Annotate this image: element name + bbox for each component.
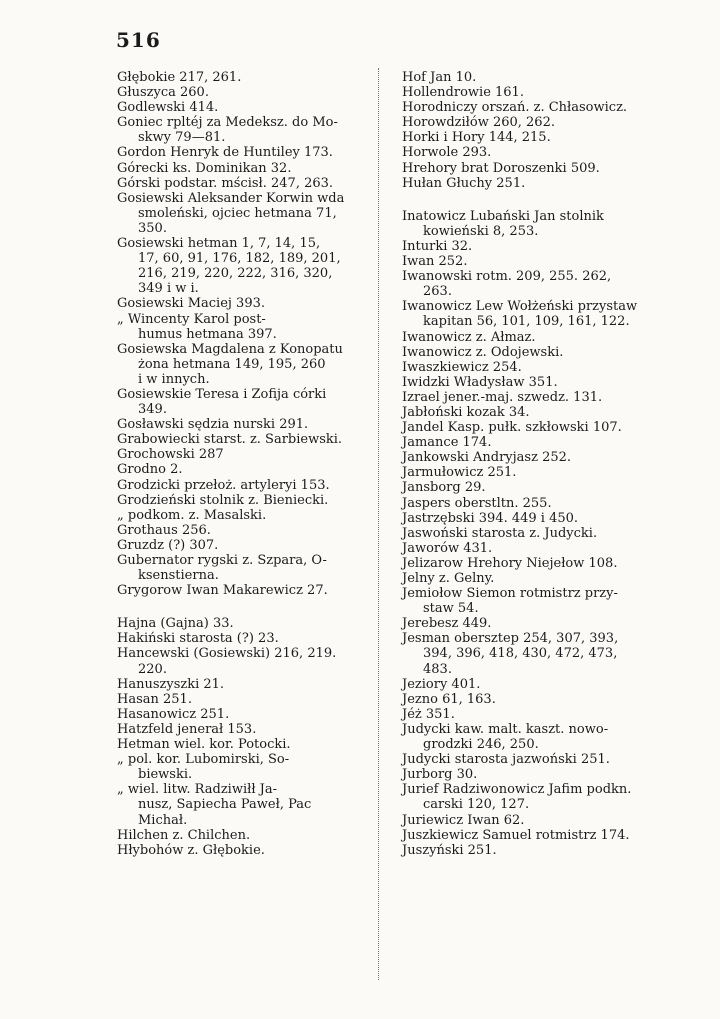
index-entry-continuation: humus hetmana 397. bbox=[138, 326, 277, 342]
index-entry-line: Iwanowicz z. Odojewski. bbox=[402, 344, 564, 360]
index-entry bbox=[117, 553, 365, 583]
index-entry bbox=[402, 843, 654, 858]
index-entry bbox=[117, 692, 365, 707]
index-entry bbox=[117, 191, 365, 236]
index-entry bbox=[117, 432, 365, 447]
index-entry bbox=[117, 296, 365, 311]
index-entry-line: Iwanowski rotm. 209, 255. 262, bbox=[402, 269, 612, 285]
index-entry bbox=[117, 646, 365, 676]
index-entry-line: Jelny z. Gelny. bbox=[402, 571, 495, 586]
index-entry-continuation: 350. bbox=[138, 220, 167, 236]
index-entry bbox=[402, 254, 654, 269]
index-entry-line: „ podkom. z. Masalski. bbox=[117, 507, 267, 523]
index-entry-line: Hakiński starosta (?) 23. bbox=[117, 631, 279, 647]
index-entry bbox=[402, 782, 654, 812]
index-entry-continuation: 216, 219, 220, 222, 316, 320, bbox=[138, 266, 333, 282]
index-column-left bbox=[117, 70, 365, 858]
index-entry-line: Jarmułowicz 251. bbox=[402, 465, 517, 481]
index-entry bbox=[117, 616, 365, 631]
index-entry-line: Grabowiecki starst. z. Sarbiewski. bbox=[117, 432, 343, 448]
index-entry-continuation: 349. bbox=[138, 402, 167, 418]
index-entry-line: Gosiewski Aleksander Korwin wda bbox=[117, 190, 345, 206]
index-entry bbox=[402, 145, 654, 160]
index-entry-line: Grochowski 287 bbox=[117, 447, 224, 463]
index-entry-line: Judycki starosta jazwoński 251. bbox=[402, 752, 610, 768]
index-entry bbox=[402, 85, 654, 100]
index-entry-line: Hatzfeld jenerał 153. bbox=[117, 721, 257, 737]
index-entry-line: Iwanowicz z. Ałmaz. bbox=[402, 329, 536, 345]
index-entry bbox=[402, 677, 654, 692]
index-entry-continuation: 263. bbox=[423, 284, 452, 300]
index-entry-line: Jaswoński starosta z. Judycki. bbox=[402, 525, 598, 541]
index-entry-line: Izrael jener.-maj. szwedz. 131. bbox=[402, 389, 603, 405]
index-entry-line: Goniec rpltéj za Medeksz. do Mo- bbox=[117, 115, 338, 131]
index-entry-line: Grodno 2. bbox=[117, 462, 183, 478]
index-entry bbox=[402, 631, 654, 676]
index-entry bbox=[402, 692, 654, 707]
index-entry bbox=[117, 478, 365, 493]
index-entry bbox=[117, 176, 365, 191]
index-entry-line: Hasanowicz 251. bbox=[117, 706, 230, 722]
index-entry bbox=[402, 269, 654, 299]
page-number: 516 bbox=[116, 28, 161, 52]
index-entry bbox=[117, 538, 365, 553]
index-entry bbox=[117, 70, 365, 85]
index-entry bbox=[117, 387, 365, 417]
index-entry bbox=[402, 70, 654, 85]
index-entry bbox=[117, 161, 365, 176]
index-entry-line: Judycki kaw. malt. kaszt. nowo- bbox=[402, 721, 609, 737]
index-entry bbox=[402, 209, 654, 239]
index-entry-line: Hetman wiel. kor. Potocki. bbox=[117, 737, 291, 753]
index-entry bbox=[402, 480, 654, 495]
index-entry-line: Jelizarow Hrehory Niejełow 108. bbox=[402, 555, 618, 571]
index-entry-line: Gosławski sędzia nurski 291. bbox=[117, 417, 309, 433]
index-entry bbox=[402, 616, 654, 631]
index-entry-line: Hajna (Gajna) 33. bbox=[117, 616, 234, 632]
index-entry-continuation: i w innych. bbox=[138, 371, 210, 387]
index-entry-continuation: żona hetmana 149, 195, 260 bbox=[138, 356, 326, 372]
index-column-right bbox=[402, 70, 654, 858]
index-entry-line: Jaworów 431. bbox=[402, 540, 493, 556]
index-entry-line: „ pol. kor. Lubomirski, So- bbox=[117, 752, 290, 768]
index-entry-line: Hułan Głuchy 251. bbox=[402, 175, 526, 191]
index-entry bbox=[402, 330, 654, 345]
index-entry-line: Hof Jan 10. bbox=[402, 70, 477, 85]
index-entry-line: Juszyński 251. bbox=[402, 842, 497, 858]
index-entry-line: Juszkiewicz Samuel rotmistrz 174. bbox=[402, 827, 630, 843]
index-entry bbox=[402, 707, 654, 722]
index-entry-line: Gubernator rygski z. Szpara, O- bbox=[117, 553, 327, 568]
index-entry bbox=[117, 737, 365, 752]
index-entry-line: Hłybohów z. Głębokie. bbox=[117, 842, 265, 858]
index-entry bbox=[402, 465, 654, 480]
index-entry-line: Hancewski (Gosiewski) 216, 219. bbox=[117, 646, 337, 662]
index-entry-continuation: 17, 60, 91, 176, 182, 189, 201, bbox=[138, 251, 341, 267]
index-entry bbox=[402, 390, 654, 405]
index-entry-line: Hasan 251. bbox=[117, 691, 192, 707]
index-entry-continuation: staw 54. bbox=[423, 601, 479, 617]
index-entry-line: Jandel Kasp. pułk. szkłowski 107. bbox=[402, 420, 622, 436]
index-entry bbox=[117, 508, 365, 523]
index-entry-line: Gosiewska Magdalena z Konopatu bbox=[117, 341, 343, 357]
index-entry bbox=[117, 677, 365, 692]
index-entry bbox=[402, 405, 654, 420]
index-entry-continuation: kowieński 8, 253. bbox=[423, 223, 539, 239]
index-entry bbox=[402, 526, 654, 541]
index-entry-continuation: skwy 79—81. bbox=[138, 130, 226, 146]
index-entry-continuation: nusz, Sapiecha Paweł, Pac bbox=[138, 797, 312, 813]
index-entry-line: Jéż 351. bbox=[402, 706, 455, 722]
index-entry-line: Inturki 32. bbox=[402, 238, 473, 254]
index-entry-continuation: carski 120, 127. bbox=[423, 797, 530, 813]
index-entry bbox=[402, 556, 654, 571]
index-entry-line: Hanuszyszki 21. bbox=[117, 676, 225, 692]
index-entry bbox=[117, 722, 365, 737]
index-entry-line: Gosiewski Maciej 393. bbox=[117, 296, 266, 312]
index-entry-line: Gruzdz (?) 307. bbox=[117, 537, 219, 553]
index-entry bbox=[402, 435, 654, 450]
index-entry bbox=[117, 145, 365, 160]
index-entry-line: Jezno 61, 163. bbox=[402, 691, 496, 707]
index-entry bbox=[117, 312, 365, 342]
index-entry bbox=[117, 447, 365, 462]
index-entry bbox=[402, 176, 654, 191]
index-entry bbox=[402, 100, 654, 115]
index-entry-line: Grothaus 256. bbox=[117, 522, 211, 538]
index-entry bbox=[402, 571, 654, 586]
index-entry-line: Horwole 293. bbox=[402, 145, 492, 161]
index-entry bbox=[402, 722, 654, 752]
index-entry-line: Iwaszkiewicz 254. bbox=[402, 359, 522, 375]
index-entry-line: Jaspers oberstltn. 255. bbox=[402, 495, 552, 511]
index-entry-line: Hilchen z. Chilchen. bbox=[117, 827, 251, 843]
index-entry-line: Iwidzki Władysław 351. bbox=[402, 374, 558, 390]
index-entry bbox=[402, 813, 654, 828]
index-entry-line: Jansborg 29. bbox=[402, 480, 486, 496]
index-entry-line: Górski podstar. mścisł. 247, 263. bbox=[117, 175, 334, 191]
index-entry-line: Jabłoński kozak 34. bbox=[402, 404, 530, 420]
index-entry bbox=[117, 236, 365, 296]
index-entry bbox=[402, 541, 654, 556]
index-entry bbox=[402, 161, 654, 176]
index-entry-line: Jesman obersztер 254, 307, 393, bbox=[402, 631, 619, 647]
index-entry bbox=[402, 299, 654, 329]
index-entry bbox=[117, 752, 365, 782]
index-entry-line: Grygorow Iwan Makarewicz 27. bbox=[117, 583, 328, 599]
index-entry bbox=[402, 345, 654, 360]
index-entry bbox=[117, 417, 365, 432]
index-entry-line: Gosiewski hetman 1, 7, 14, 15, bbox=[117, 236, 321, 252]
index-entry bbox=[402, 239, 654, 254]
index-entry-line: Jamance 174. bbox=[402, 435, 492, 451]
index-entry-line: Iwan 252. bbox=[402, 254, 468, 270]
index-entry bbox=[117, 342, 365, 387]
index-entry bbox=[402, 450, 654, 465]
index-entry bbox=[117, 707, 365, 722]
index-entry bbox=[117, 843, 365, 858]
index-entry-continuation: 220. bbox=[138, 661, 167, 677]
index-entry-continuation: Michał. bbox=[138, 812, 188, 828]
index-entry bbox=[402, 375, 654, 390]
index-entry-continuation: 394, 396, 418, 430, 472, 473, bbox=[423, 646, 618, 662]
index-entry-line: Horki i Hory 144, 215. bbox=[402, 130, 551, 146]
index-entry bbox=[117, 115, 365, 145]
index-entry bbox=[402, 586, 654, 616]
index-entry-continuation: kapitan 56, 101, 109, 161, 122. bbox=[423, 314, 630, 330]
index-entry-continuation: biewski. bbox=[138, 767, 193, 783]
index-entry-line: Grodzicki przełoż. artyleryi 153. bbox=[117, 477, 330, 493]
index-entry-continuation: 349 i w i. bbox=[138, 281, 199, 297]
index-entry bbox=[117, 523, 365, 538]
section-gap bbox=[402, 191, 654, 209]
index-entry bbox=[402, 420, 654, 435]
index-entry-line: Grodzieński stolnik z. Bieniecki. bbox=[117, 492, 329, 508]
index-entry bbox=[402, 130, 654, 145]
index-entry-line: Głębokie 217, 261. bbox=[117, 70, 242, 85]
index-entry-line: Gosiewskie Teresa i Zofija córki bbox=[117, 386, 327, 402]
index-entry-line: Hrehory brat Doroszenki 509. bbox=[402, 160, 600, 176]
index-entry-line: Głuszyca 260. bbox=[117, 85, 209, 101]
section-gap bbox=[117, 598, 365, 616]
index-entry-continuation: smoleński, ojciec hetmana 71, bbox=[138, 205, 337, 221]
index-entry bbox=[117, 782, 365, 827]
index-entry bbox=[402, 767, 654, 782]
index-entry bbox=[117, 583, 365, 598]
index-entry bbox=[402, 752, 654, 767]
index-entry-line: Jurief Radziwonowicz Jafim podkn. bbox=[402, 782, 632, 798]
index-entry-continuation: grodzki 246, 250. bbox=[423, 737, 539, 753]
index-entry-line: Hollendrowie 161. bbox=[402, 85, 524, 101]
index-entry bbox=[402, 360, 654, 375]
index-entry-line: Jerebesz 449. bbox=[402, 616, 492, 632]
index-entry-line: Górecki ks. Dominikan 32. bbox=[117, 160, 292, 176]
index-entry-line: Inatowicz Lubański Jan stolnik bbox=[402, 208, 604, 224]
index-entry-continuation: 483. bbox=[423, 661, 452, 677]
index-entry bbox=[402, 828, 654, 843]
index-entry-line: Horodniczy orszań. z. Chłasowicz. bbox=[402, 100, 628, 116]
index-entry-line: Jeziory 401. bbox=[402, 676, 481, 692]
index-entry bbox=[117, 85, 365, 100]
index-entry bbox=[117, 100, 365, 115]
index-entry-line: Iwanowicz Lew Wołżeński przystaw bbox=[402, 299, 638, 315]
index-entry-line: „ wiel. litw. Radziwiłł Ja- bbox=[117, 782, 278, 798]
index-entry-line: Jankowski Andryjasz 252. bbox=[402, 450, 572, 466]
index-entry bbox=[402, 496, 654, 511]
index-entry-continuation: ksenstierna. bbox=[138, 568, 219, 584]
index-entry-line: Gordon Henryk de Huntiley 173. bbox=[117, 145, 333, 161]
index-entry bbox=[117, 828, 365, 843]
index-entry-line: Juriewicz Iwan 62. bbox=[402, 812, 525, 828]
index-entry-line: Jemiołow Siemon rotmistrz przy- bbox=[402, 586, 618, 602]
index-entry-line: Jurborg 30. bbox=[402, 767, 478, 783]
index-entry bbox=[117, 631, 365, 646]
index-entry bbox=[402, 511, 654, 526]
index-entry bbox=[117, 462, 365, 477]
index-entry-line: Horowdziłów 260, 262. bbox=[402, 115, 555, 131]
index-entry-line: Godlewski 414. bbox=[117, 100, 219, 116]
index-entry-line: Jastrzębski 394. 449 i 450. bbox=[402, 510, 579, 526]
index-entry bbox=[117, 493, 365, 508]
index-entry bbox=[402, 115, 654, 130]
index-entry-line: „ Wincenty Karol post- bbox=[117, 311, 266, 327]
column-divider bbox=[378, 68, 379, 980]
